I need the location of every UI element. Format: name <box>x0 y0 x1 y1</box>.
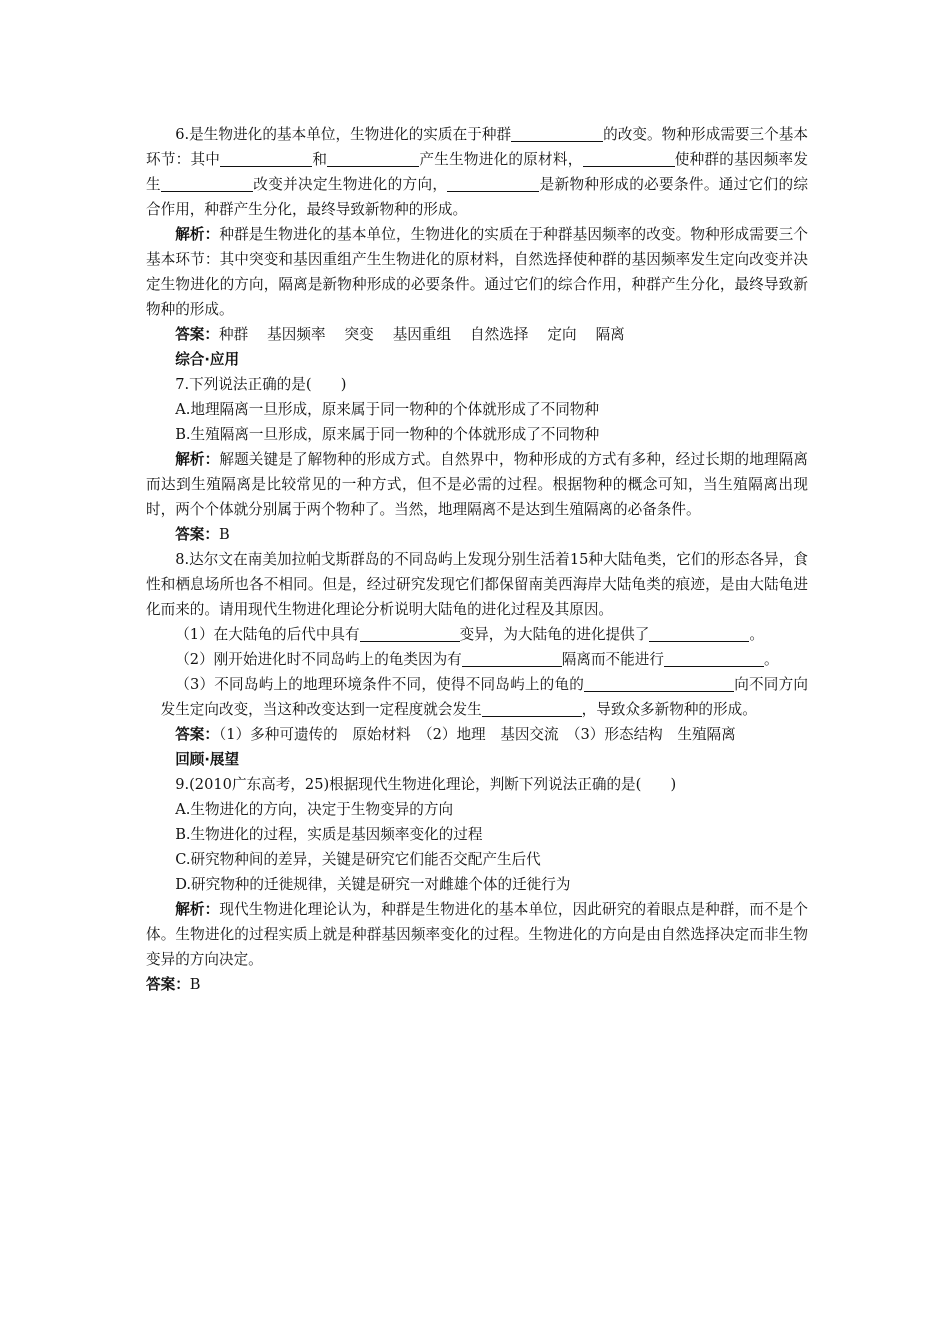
answer-label: 答案： <box>175 326 219 343</box>
q8-part-3 <box>146 672 808 722</box>
answer-label: 答案： <box>146 976 190 993</box>
question-6 <box>146 122 808 222</box>
q8-part-1-text: 。 <box>749 626 764 643</box>
answer-item: 定向 <box>547 326 577 343</box>
blank <box>482 698 582 717</box>
answer-label: 答案： <box>175 526 219 543</box>
q6-text-3: 和 <box>312 151 328 168</box>
q9-analysis <box>146 897 808 972</box>
answer-value: B <box>218 526 230 543</box>
blank <box>511 123 603 142</box>
q9-answer <box>146 972 808 997</box>
q6-answer <box>146 322 808 347</box>
q8-stem: 8.达尔文在南美加拉帕戈斯群岛的不同岛屿上发现分别生活着15种大陆龟类，它们的形态各异，食性和栖息场所也各不相同。但是，经过研究发现它们都保留南美西海岸大陆龟类的痕迹，是由大陆龟进化而来的。请用现代生物进化理论分析说明大陆龟的进化过程及其原因。 <box>146 551 808 618</box>
analysis-label: 解析： <box>175 226 220 243</box>
q8-part-2-text: 隔离而不能进行 <box>561 651 664 668</box>
q8-answer <box>146 722 808 747</box>
answer-item: 突变 <box>344 326 374 343</box>
blank <box>584 673 734 692</box>
blank <box>649 623 749 642</box>
analysis-text: 现代生物进化理论认为，种群是生物进化的基本单位，因此研究的着眼点是种群，而不是个体。生物进化的过程实质上就是种群基因频率变化的过程。生物进化的方向是由自然选择决定而非生物变异的方向决定。 <box>146 901 808 968</box>
answer-value: B <box>189 976 201 993</box>
section-heading: 综合·应用 <box>175 351 240 368</box>
q8-part-3-text: 向不同方向发生定向改变，当这种改变达到一定程度就会发生 <box>160 676 808 718</box>
q7-analysis <box>146 447 808 522</box>
blank <box>447 173 539 192</box>
analysis-text: 种群是生物进化的基本单位，生物进化的实质在于种群基因频率的改变。物种形成需要三个基本环节：其中突变和基因重组产生生物进化的原材料，自然选择使种群的基因频率发生定向改变并决定生物进化的方向，隔离是新物种形成的必要条件。通过它们的综合作用，种群产生分化，最终导致新物种的形成。 <box>146 226 808 318</box>
q8-part-2-text: 。 <box>763 651 779 668</box>
blank <box>220 148 312 167</box>
answer-item: 自然选择 <box>470 326 529 343</box>
q8-part-1-text: （1）在大陆龟的后代中具有 <box>175 626 360 643</box>
q8-part-1-text: 变异，为大陆龟的进化提供了 <box>459 626 650 643</box>
analysis-text: 解题关键是了解物种的形成方式。自然界中，物种形成的方式有多种，经过长期的地理隔离而达到生殖隔离是比较常见的一种方式，但不是必需的过程。根据物种的概念可知，当生殖隔离出现时，两个个体就分别属于两个物种了。当然，地理隔离不是达到生殖隔离的必备条件。 <box>146 451 808 518</box>
q8-part-3-text: ，导致众多新物种的形成。 <box>581 701 757 718</box>
answer-label: 答案： <box>175 726 219 743</box>
blank <box>583 148 675 167</box>
q6-text-4: 产生生物进化的原材料， <box>419 151 583 168</box>
analysis-label: 解析： <box>175 901 220 918</box>
q6-text-5: 使种群的基因频率发生 <box>146 151 808 193</box>
blank <box>462 648 562 667</box>
q7-option-b: B.生殖隔离一旦形成，原来属于同一物种的个体就形成了不同物种 <box>175 426 600 443</box>
answer-item: 隔离 <box>595 326 625 343</box>
answer-value: （1）多种可遗传的 原始材料 （2）地理 基因交流 （3）形态结构 生殖隔离 <box>218 726 736 743</box>
q6-analysis <box>146 222 808 322</box>
q7-stem: 7.下列说法正确的是( ) <box>175 376 347 393</box>
answer-item: 基因重组 <box>392 326 452 343</box>
q9-option-b: B.生物进化的过程，实质是基因频率变化的过程 <box>175 826 483 843</box>
q9-stem: 9.(2010广东高考，25)根据现代生物进化理论，判断下列说法正确的是( ) <box>175 776 677 793</box>
q6-text-7: 是新物种形成的必要条件。通过它们的综合作用，种群产生分化，最终导致新物种的形成。 <box>146 176 808 218</box>
q6-text-2: 的改变。物种形成需要三个基本环节：其中 <box>146 126 808 168</box>
section-heading: 回顾·展望 <box>175 751 240 768</box>
q7-answer <box>146 522 808 547</box>
q6-text-1: 6.是生物进化的基本单位，生物进化的实质在于种群 <box>175 126 512 143</box>
q8-part-3-text: （3）不同岛屿上的地理环境条件不同，使得不同岛屿上的龟的 <box>175 676 585 693</box>
q8-part-2 <box>146 647 808 672</box>
blank <box>360 623 460 642</box>
q9-option-c: C.研究物种间的差异，关键是研究它们能否交配产生后代 <box>175 851 541 868</box>
q9-option-a: A.生物进化的方向，决定于生物变异的方向 <box>175 801 454 818</box>
answer-item: 基因频率 <box>267 326 326 343</box>
q8-part-1 <box>146 622 808 647</box>
answer-item: 种群 <box>218 326 249 343</box>
blank <box>327 148 419 167</box>
q8-part-2-text: （2）刚开始进化时不同岛屿上的龟类因为有 <box>175 651 462 668</box>
document-page <box>146 122 808 997</box>
q7-option-a: A.地理隔离一旦形成，原来属于同一物种的个体就形成了不同物种 <box>175 401 599 418</box>
analysis-label: 解析： <box>175 451 220 468</box>
blank <box>161 173 253 192</box>
q6-text-6: 改变并决定生物进化的方向， <box>252 176 448 193</box>
q9-option-d: D.研究物种的迁徙规律，关键是研究一对雌雄个体的迁徙行为 <box>175 876 571 893</box>
blank <box>664 648 764 667</box>
